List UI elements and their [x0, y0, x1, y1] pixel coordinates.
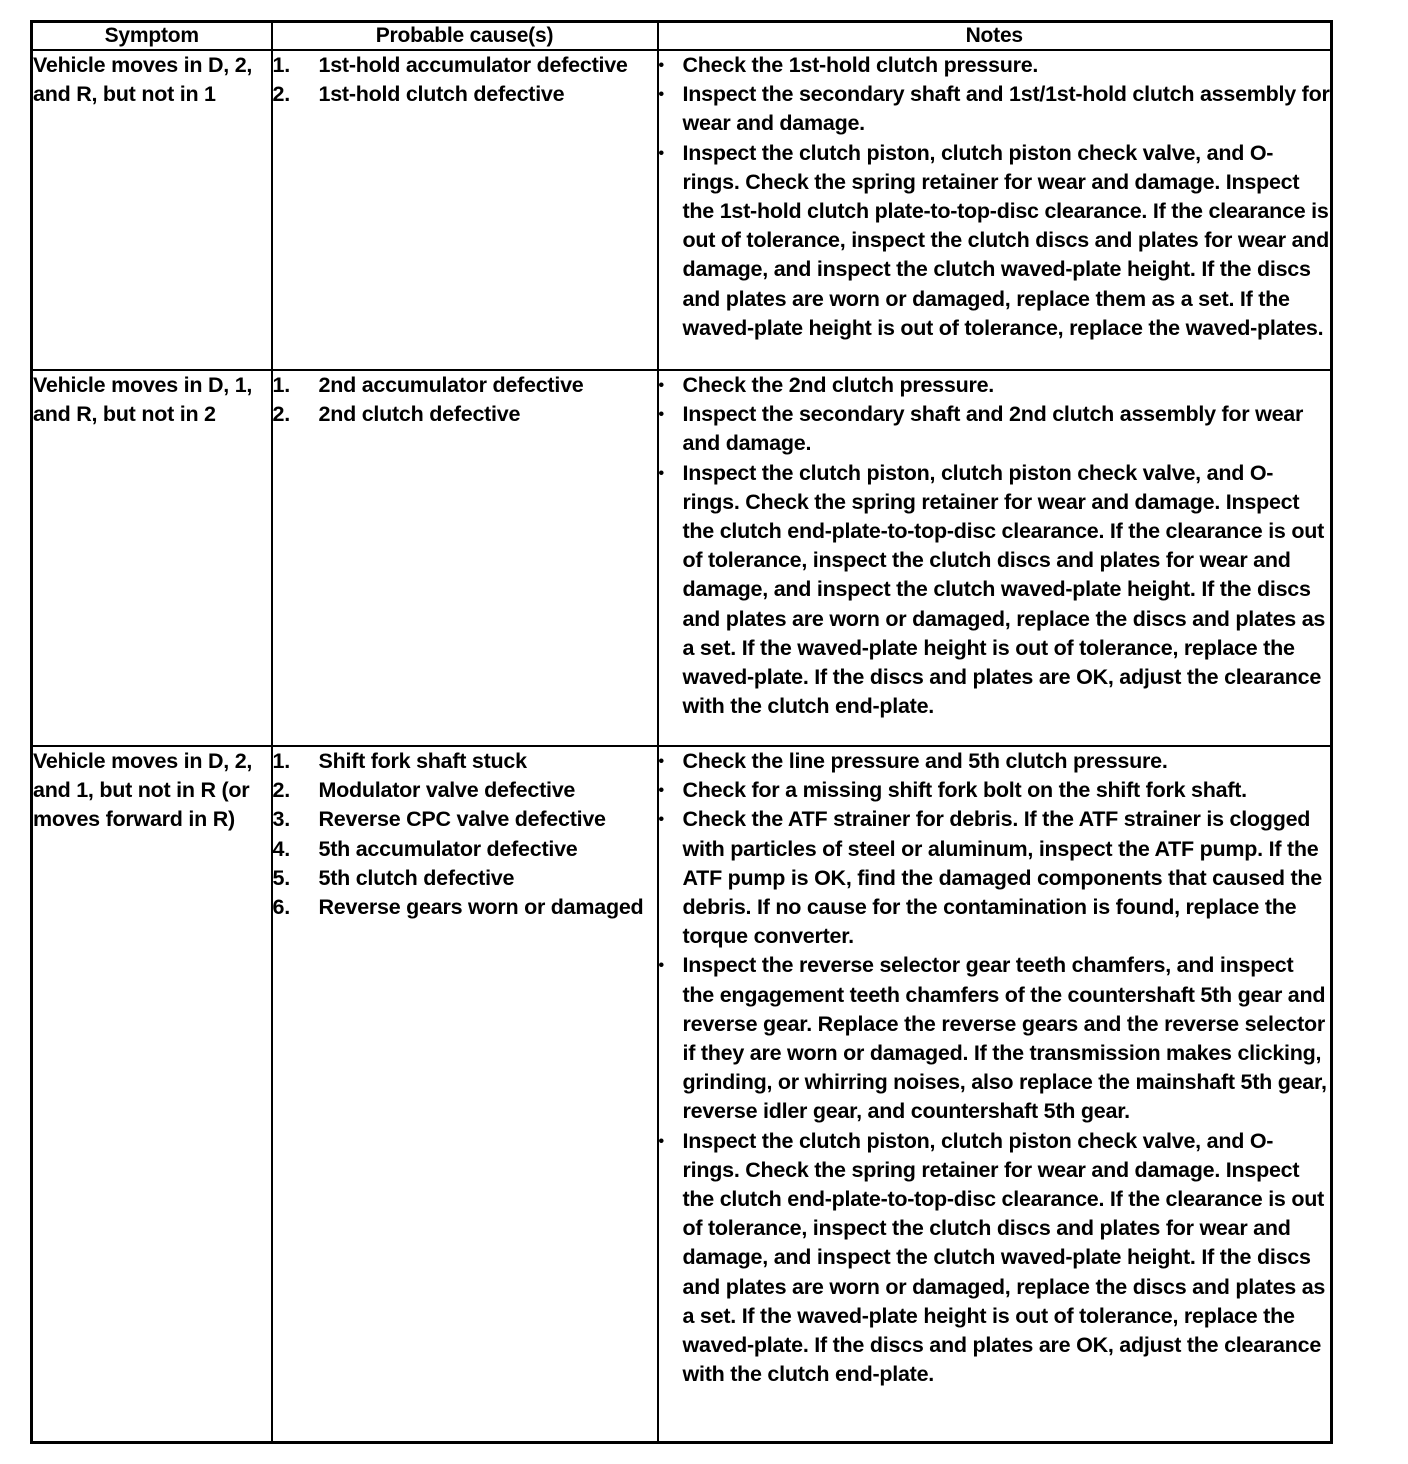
notes-cell [658, 370, 1332, 746]
causes-list [273, 51, 657, 109]
cause-number: 2. [272, 402, 290, 427]
cause-text: 5th clutch defective [318, 865, 515, 890]
cause-number: 4. [272, 836, 290, 861]
troubleshooting-page [30, 20, 1330, 1444]
causes-cell [272, 50, 658, 370]
note-text: Inspect the secondary shaft and 2nd clutch assembly for wear and damage. [682, 402, 1304, 456]
bullet-icon: • [658, 464, 664, 482]
note-text: Check the 1st-hold clutch pressure. [682, 53, 1039, 77]
cause-number: 1. [272, 373, 290, 397]
note-text: Inspect the secondary shaft and 1st/1st-hold clutch assembly for wear and damage. [682, 82, 1330, 136]
note-text: Inspect the clutch piston, clutch piston check valve, and O-rings. Check the spring retainer for wear and damage. Inspect the clutch end-plate-to-top-disc clearance. If the clearance is out of tolerance, inspect the clutch discs and plates for wear and damage, and inspect the clutch waved-plate height. If the discs and plates are worn or damaged, replace the discs and plates as a set. If the waved-plate height is out of tolerance, replace the waved-plate. If the discs and plates are OK, adjust the clearance with the clutch end-plate. [682, 460, 1326, 719]
cause-text: Reverse CPC valve defective [318, 807, 606, 832]
note-text: Inspect the clutch piston, clutch piston check valve, and O-rings. Check the spring retainer for wear and damage. Inspect the 1st-hold clutch plate-to-top-disc clearance. If the clearance is out of tolerance, inspect the clutch discs and plates for wear and damage, and inspect the clutch waved-plate height. If the discs and plates are worn or damaged, replace them as a set. If the waved-plate height is out of tolerance, replace the waved-plates. [682, 140, 1330, 340]
cause-number: 2. [272, 82, 290, 107]
table-row [32, 50, 1332, 370]
notes-cell [658, 746, 1332, 1443]
bullet-icon: • [658, 811, 664, 829]
note-item [659, 400, 1331, 458]
troubleshooting-table [30, 20, 1333, 1444]
cause-item [273, 51, 657, 80]
note-item [659, 951, 1331, 1126]
cause-item [273, 400, 657, 429]
cause-text: Reverse gears worn or damaged [318, 895, 644, 920]
cause-text: 5th accumulator defective [318, 836, 578, 861]
cause-number: 6. [272, 895, 290, 920]
cause-item [273, 80, 657, 109]
header-symptom: Symptom [32, 22, 272, 51]
cause-text: Shift fork shaft stuck [318, 749, 527, 773]
note-item [659, 51, 1331, 80]
bullet-icon: • [658, 57, 664, 74]
note-item [659, 139, 1331, 343]
note-text: Inspect the reverse selector gear teeth chamfers, and inspect the engagement teeth chamfers of the countershaft 5th gear and reverse gear. Replace the reverse gears and the reverse selector if they are worn or damaged. If the transmission makes clicking, grinding, or whirring noises, also replace the mainshaft 5th gear, reverse idler gear, and countershaft 5th gear. [682, 953, 1327, 1124]
bullet-icon: • [658, 957, 664, 975]
cause-item [273, 893, 657, 922]
note-text: Check for a missing shift fork bolt on the shift fork shaft. [682, 778, 1247, 803]
note-text: Inspect the clutch piston, clutch piston check valve, and O-rings. Check the spring retainer for wear and damage. Inspect the clutch end-plate-to-top-disc clearance. If the clearance is out of tolerance, inspect the clutch discs and plates for wear and damage, and inspect the clutch waved-plate height. If the discs and plates are worn or damaged, replace the discs and plates as a set. If the waved-plate height is out of tolerance, replace the waved-plate. If the discs and plates are OK, adjust the clearance with the clutch end-plate. [682, 1128, 1326, 1387]
note-text: Check the line pressure and 5th clutch pressure. [682, 749, 1168, 773]
table-row [32, 370, 1332, 746]
cause-item [273, 371, 657, 400]
note-item [659, 371, 1331, 400]
bullet-icon: • [658, 782, 664, 800]
bullet-icon: • [658, 753, 664, 770]
cause-text: 1st-hold clutch defective [318, 82, 565, 107]
bullet-icon: • [658, 144, 664, 162]
cause-number: 1. [272, 749, 290, 773]
table-header-row [32, 22, 1332, 51]
header-notes: Notes [658, 22, 1332, 51]
bullet-icon: • [658, 1132, 664, 1150]
note-item [659, 80, 1331, 138]
cause-item [273, 835, 657, 864]
cause-text: 2nd clutch defective [318, 402, 521, 427]
causes-list [273, 747, 657, 922]
note-text: Check the ATF strainer for debris. If the ATF strainer is clogged with particles of steel or aluminum, inspect the ATF pump. If the ATF pump is OK, find the damaged components that caused the debris. If no cause for the contamination is found, replace the torque converter. [682, 807, 1322, 949]
note-item [659, 805, 1331, 951]
symptom-cell: Vehicle moves in D, 2, and R, but not in 1 [32, 50, 272, 370]
causes-cell [272, 746, 658, 1443]
notes-cell [658, 50, 1332, 370]
causes-list [273, 371, 657, 429]
cause-item [273, 776, 657, 805]
cause-number: 5. [272, 865, 290, 890]
cause-text: 2nd accumulator defective [318, 373, 584, 397]
cause-item [273, 747, 657, 776]
cause-item [273, 805, 657, 834]
note-item [659, 747, 1331, 776]
bullet-icon: • [658, 406, 664, 424]
note-item [659, 776, 1331, 805]
table-row [32, 746, 1332, 1443]
cause-number: 3. [272, 807, 290, 832]
notes-list [659, 51, 1331, 343]
cause-number: 1. [272, 53, 290, 77]
note-item [659, 459, 1331, 722]
bullet-icon: • [658, 377, 664, 394]
note-item [659, 1127, 1331, 1390]
bullet-icon: • [658, 86, 664, 104]
cause-number: 2. [272, 778, 290, 803]
notes-list [659, 371, 1331, 721]
notes-list [659, 747, 1331, 1389]
note-text: Check the 2nd clutch pressure. [682, 373, 995, 397]
cause-text: Modulator valve defective [318, 778, 576, 803]
causes-cell [272, 370, 658, 746]
symptom-cell: Vehicle moves in D, 2, and 1, but not in R (or moves forward in R) [32, 746, 272, 1443]
cause-item [273, 864, 657, 893]
cause-text: 1st-hold accumulator defective [318, 53, 628, 77]
header-probable-causes: Probable cause(s) [272, 22, 658, 51]
symptom-cell: Vehicle moves in D, 1, and R, but not in 2 [32, 370, 272, 746]
